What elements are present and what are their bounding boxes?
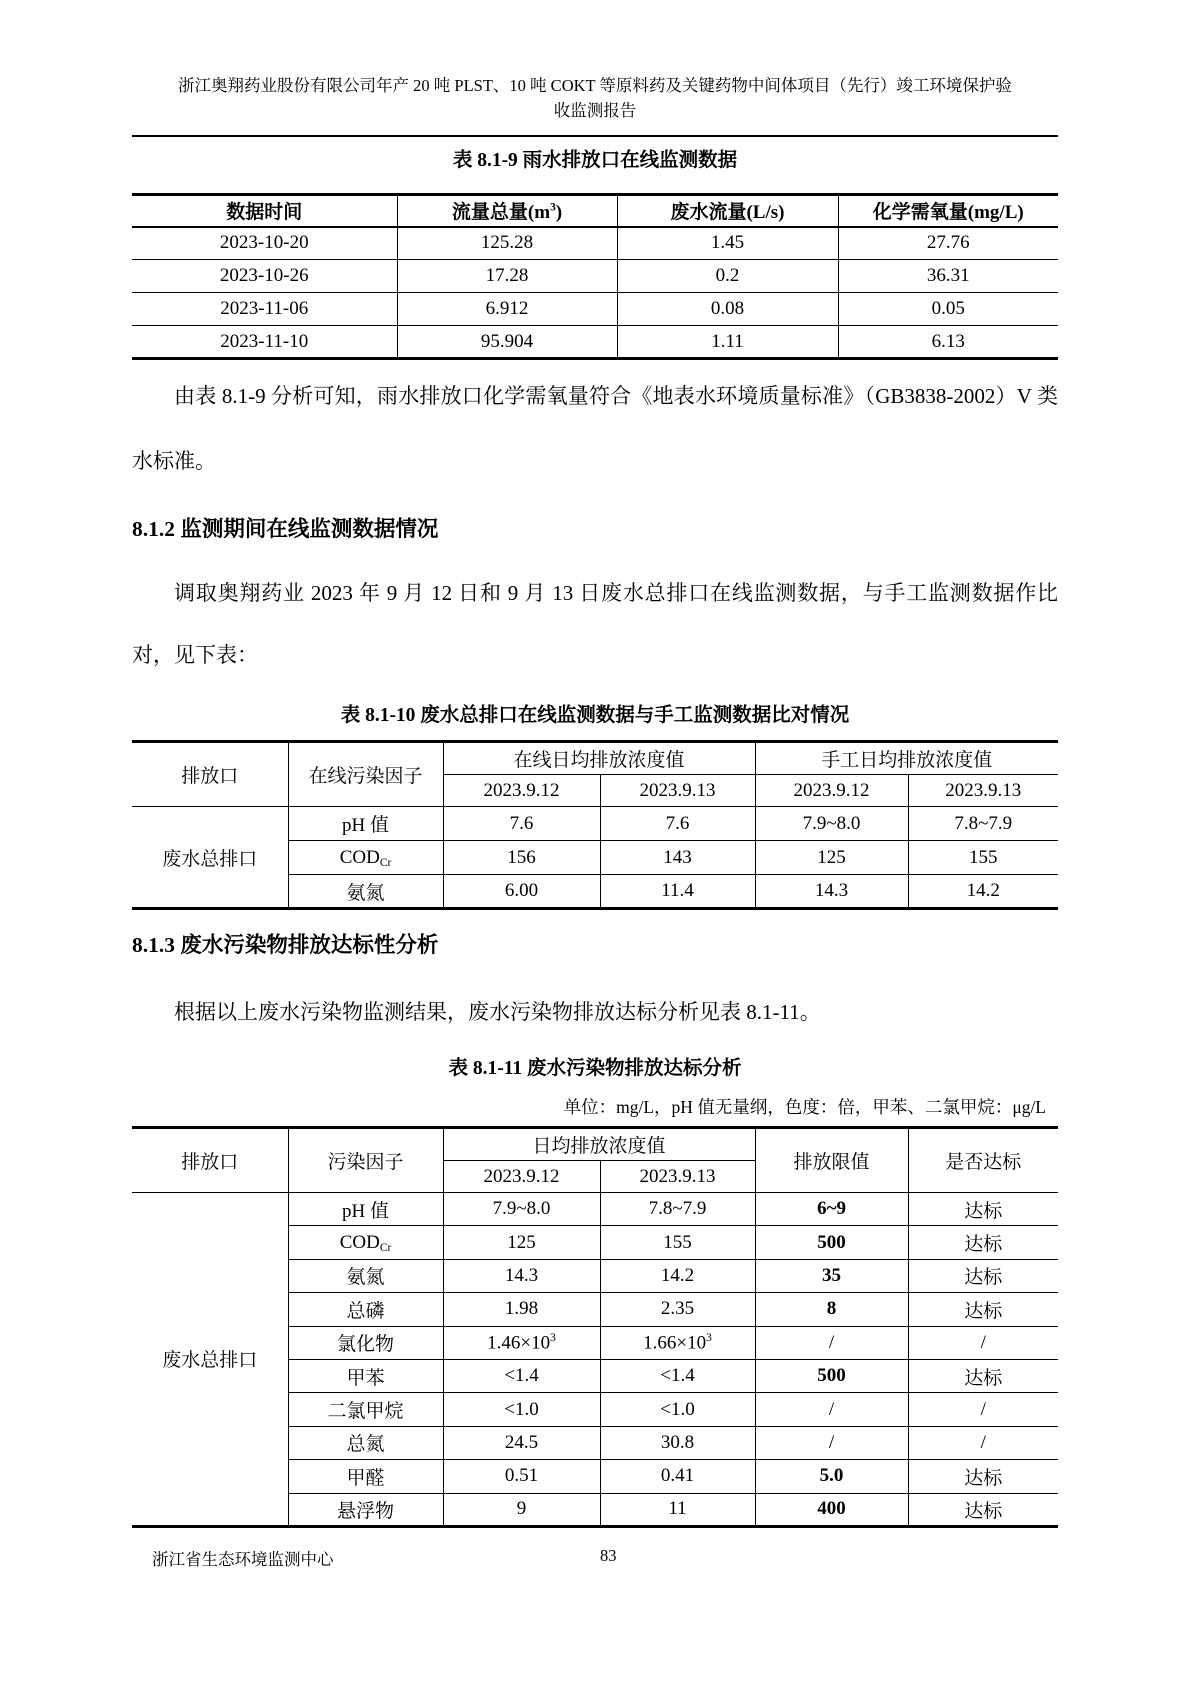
page-number: 83 xyxy=(600,1546,617,1565)
limit-cell: 500 xyxy=(755,1359,908,1392)
table-row xyxy=(132,326,1058,359)
outlet-cell: 废水总排口 xyxy=(132,807,288,909)
analysis-paragraph: 由表 8.1-9 分析可知，雨水排放口化学需氧量符合《地表水环境质量标准》（GB3838-2002）V 类水标准。 xyxy=(132,384,1058,473)
column-header: 排放口 xyxy=(132,742,288,807)
factor-cell xyxy=(288,841,443,875)
value-cell: 14.2 xyxy=(908,875,1058,909)
section-8-1-3-heading: 8.1.3 废水污染物排放达标性分析 xyxy=(132,933,439,957)
limit-cell: 5.0 xyxy=(755,1460,908,1493)
column-header-group: 在线日均排放浓度值 xyxy=(443,742,755,775)
date-cell: 2023-11-10 xyxy=(132,326,397,359)
factor-cell: 总磷 xyxy=(288,1293,443,1326)
value-cell: 9 xyxy=(443,1493,600,1526)
compliance-cell: / xyxy=(908,1426,1058,1459)
limit-cell: / xyxy=(755,1326,908,1359)
cod-cell: 0.05 xyxy=(838,293,1058,326)
factor-cell: 氯化物 xyxy=(288,1326,443,1359)
factor-cell: 甲苯 xyxy=(288,1359,443,1392)
value-cell: 6.00 xyxy=(443,875,600,909)
compliance-cell: 达标 xyxy=(908,1359,1058,1392)
column-header: 数据时间 xyxy=(132,195,397,227)
total-flow-cell: 6.912 xyxy=(397,293,617,326)
value-cell: 14.2 xyxy=(600,1259,755,1292)
unit-note: 单位：mg/L，pH 值无量纲，色度：倍，甲苯、二氯甲烷：μg/L xyxy=(563,1097,1046,1117)
date-column-header: 2023.9.12 xyxy=(443,1161,600,1193)
value-cell: 155 xyxy=(600,1226,755,1259)
value-cell: 2.35 xyxy=(600,1293,755,1326)
date-cell: 2023-10-26 xyxy=(132,260,397,293)
factor-cell: pH 值 xyxy=(288,1193,443,1226)
flow-rate-cell: 0.2 xyxy=(617,260,838,293)
table-8-1-9-caption: 表 8.1-9 雨水排放口在线监测数据 xyxy=(452,150,738,171)
flow-rate-cell: 1.45 xyxy=(617,227,838,260)
text-fragment: COD xyxy=(339,1231,380,1253)
column-header: 废水流量(L/s) xyxy=(617,195,838,227)
value-cell: 14.3 xyxy=(755,875,908,909)
cod-cell: 36.31 xyxy=(838,260,1058,293)
cod-cell: 6.13 xyxy=(838,326,1058,359)
value-cell: 125 xyxy=(755,841,908,875)
text-fragment: 1.66×10 xyxy=(643,1331,707,1353)
flow-rate-cell: 1.11 xyxy=(617,326,838,359)
superscript: 3 xyxy=(706,1331,712,1344)
table-8-1-9-rainwater-outlet xyxy=(132,193,1058,360)
column-header-group: 手工日均排放浓度值 xyxy=(755,742,1058,775)
factor-cell: 总氮 xyxy=(288,1426,443,1459)
value-cell: 7.9~8.0 xyxy=(443,1193,600,1226)
compliance-cell: 达标 xyxy=(908,1226,1058,1259)
date-column-header: 2023.9.13 xyxy=(908,775,1058,807)
superscript: 3 xyxy=(550,201,556,214)
value-cell: 156 xyxy=(443,841,600,875)
subscript: Cr xyxy=(379,1241,392,1254)
table-row xyxy=(132,1193,1058,1226)
total-flow-cell: 125.28 xyxy=(397,227,617,260)
column-header-group: 日均排放浓度值 xyxy=(443,1128,755,1161)
value-cell: 7.8~7.9 xyxy=(600,1193,755,1226)
value-cell: 24.5 xyxy=(443,1426,600,1459)
value-cell: 155 xyxy=(908,841,1058,875)
table-header-row xyxy=(132,195,1058,227)
running-header-line2: 收监测报告 xyxy=(553,100,637,120)
subscript: Cr xyxy=(379,856,392,869)
table-8-1-11-caption: 表 8.1-11 废水污染物排放达标分析 xyxy=(448,1058,742,1079)
value-cell xyxy=(600,1326,755,1359)
value-cell: <1.4 xyxy=(443,1359,600,1392)
value-cell: <1.0 xyxy=(600,1393,755,1426)
cod-cell: 27.76 xyxy=(838,227,1058,260)
factor-cell: 二氯甲烷 xyxy=(288,1393,443,1426)
factor-cell: 甲醛 xyxy=(288,1460,443,1493)
value-cell: 0.41 xyxy=(600,1460,755,1493)
compliance-cell: / xyxy=(908,1393,1058,1426)
value-cell: 7.6 xyxy=(600,807,755,841)
date-column-header: 2023.9.12 xyxy=(755,775,908,807)
date-cell: 2023-11-06 xyxy=(132,293,397,326)
table-row xyxy=(132,260,1058,293)
factor-cell: pH 值 xyxy=(288,807,443,841)
table-8-1-10-caption: 表 8.1-10 废水总排口在线监测数据与手工监测数据比对情况 xyxy=(340,705,850,726)
table-header-row xyxy=(132,1128,1058,1161)
limit-cell: / xyxy=(755,1393,908,1426)
factor-cell: 氨氮 xyxy=(288,1259,443,1292)
limit-cell: / xyxy=(755,1426,908,1459)
date-column-header: 2023.9.13 xyxy=(600,775,755,807)
value-cell: 30.8 xyxy=(600,1426,755,1459)
table-8-1-11-compliance xyxy=(132,1126,1058,1528)
limit-cell: 400 xyxy=(755,1493,908,1526)
total-flow-cell: 95.904 xyxy=(397,326,617,359)
flow-rate-cell: 0.08 xyxy=(617,293,838,326)
report-running-header xyxy=(132,74,1058,123)
table-row xyxy=(132,227,1058,260)
value-cell: 14.3 xyxy=(443,1259,600,1292)
date-column-header: 2023.9.12 xyxy=(443,775,600,807)
compliance-cell: 达标 xyxy=(908,1460,1058,1493)
table-row xyxy=(132,293,1058,326)
value-cell: 7.9~8.0 xyxy=(755,807,908,841)
text-fragment: COD xyxy=(339,846,380,868)
column-header: 排放口 xyxy=(132,1128,288,1193)
column-header: 是否达标 xyxy=(908,1128,1058,1193)
compliance-cell: 达标 xyxy=(908,1259,1058,1292)
value-cell: 11.4 xyxy=(600,875,755,909)
limit-cell: 500 xyxy=(755,1226,908,1259)
header-divider xyxy=(132,135,1058,137)
value-cell: <1.4 xyxy=(600,1359,755,1392)
limit-cell: 6~9 xyxy=(755,1193,908,1226)
factor-cell: 氨氮 xyxy=(288,875,443,909)
compliance-cell: 达标 xyxy=(908,1493,1058,1526)
factor-cell xyxy=(288,1226,443,1259)
column-header: 化学需氧量(mg/L) xyxy=(838,195,1058,227)
value-cell: 1.98 xyxy=(443,1293,600,1326)
superscript: 3 xyxy=(550,1331,556,1344)
running-header-line1: 浙江奥翔药业股份有限公司年产 20 吨 PLST、10 吨 COKT 等原料药及关键药物中间体项目（先行）竣工环境保护验 xyxy=(178,76,1012,95)
total-flow-cell: 17.28 xyxy=(397,260,617,293)
column-header: 排放限值 xyxy=(755,1128,908,1193)
outlet-cell: 废水总排口 xyxy=(132,1193,288,1527)
date-cell: 2023-10-20 xyxy=(132,227,397,260)
section-8-1-3-paragraph: 根据以上废水污染物监测结果，废水污染物排放达标分析见表 8.1-11。 xyxy=(174,1000,821,1024)
column-header: 在线污染因子 xyxy=(288,742,443,807)
compliance-cell: 达标 xyxy=(908,1193,1058,1226)
limit-cell: 35 xyxy=(755,1259,908,1292)
text-fragment: ) xyxy=(555,202,563,224)
compliance-cell: 达标 xyxy=(908,1293,1058,1326)
value-cell: <1.0 xyxy=(443,1393,600,1426)
section-8-1-2-heading: 8.1.2 监测期间在线监测数据情况 xyxy=(132,517,439,541)
value-cell: 0.51 xyxy=(443,1460,600,1493)
date-column-header: 2023.9.13 xyxy=(600,1161,755,1193)
text-fragment: 1.46×10 xyxy=(487,1331,551,1353)
value-cell: 143 xyxy=(600,841,755,875)
footer-organization: 浙江省生态环境监测中心 xyxy=(152,1550,334,1569)
table-8-1-10-comparison xyxy=(132,740,1058,910)
text-fragment: 流量总量(m xyxy=(451,202,551,224)
factor-cell: 悬浮物 xyxy=(288,1493,443,1526)
value-cell: 125 xyxy=(443,1226,600,1259)
column-header xyxy=(397,195,617,227)
table-row xyxy=(132,807,1058,841)
compliance-cell: / xyxy=(908,1326,1058,1359)
value-cell: 7.8~7.9 xyxy=(908,807,1058,841)
value-cell: 7.6 xyxy=(443,807,600,841)
value-cell: 11 xyxy=(600,1493,755,1526)
column-header: 污染因子 xyxy=(288,1128,443,1193)
section-8-1-2-paragraph: 调取奥翔药业 2023 年 9 月 12 日和 9 月 13 日废水总排口在线监测数据，与手工监测数据作比对，见下表： xyxy=(132,581,1058,667)
value-cell xyxy=(443,1326,600,1359)
table-header-row xyxy=(132,742,1058,775)
limit-cell: 8 xyxy=(755,1293,908,1326)
